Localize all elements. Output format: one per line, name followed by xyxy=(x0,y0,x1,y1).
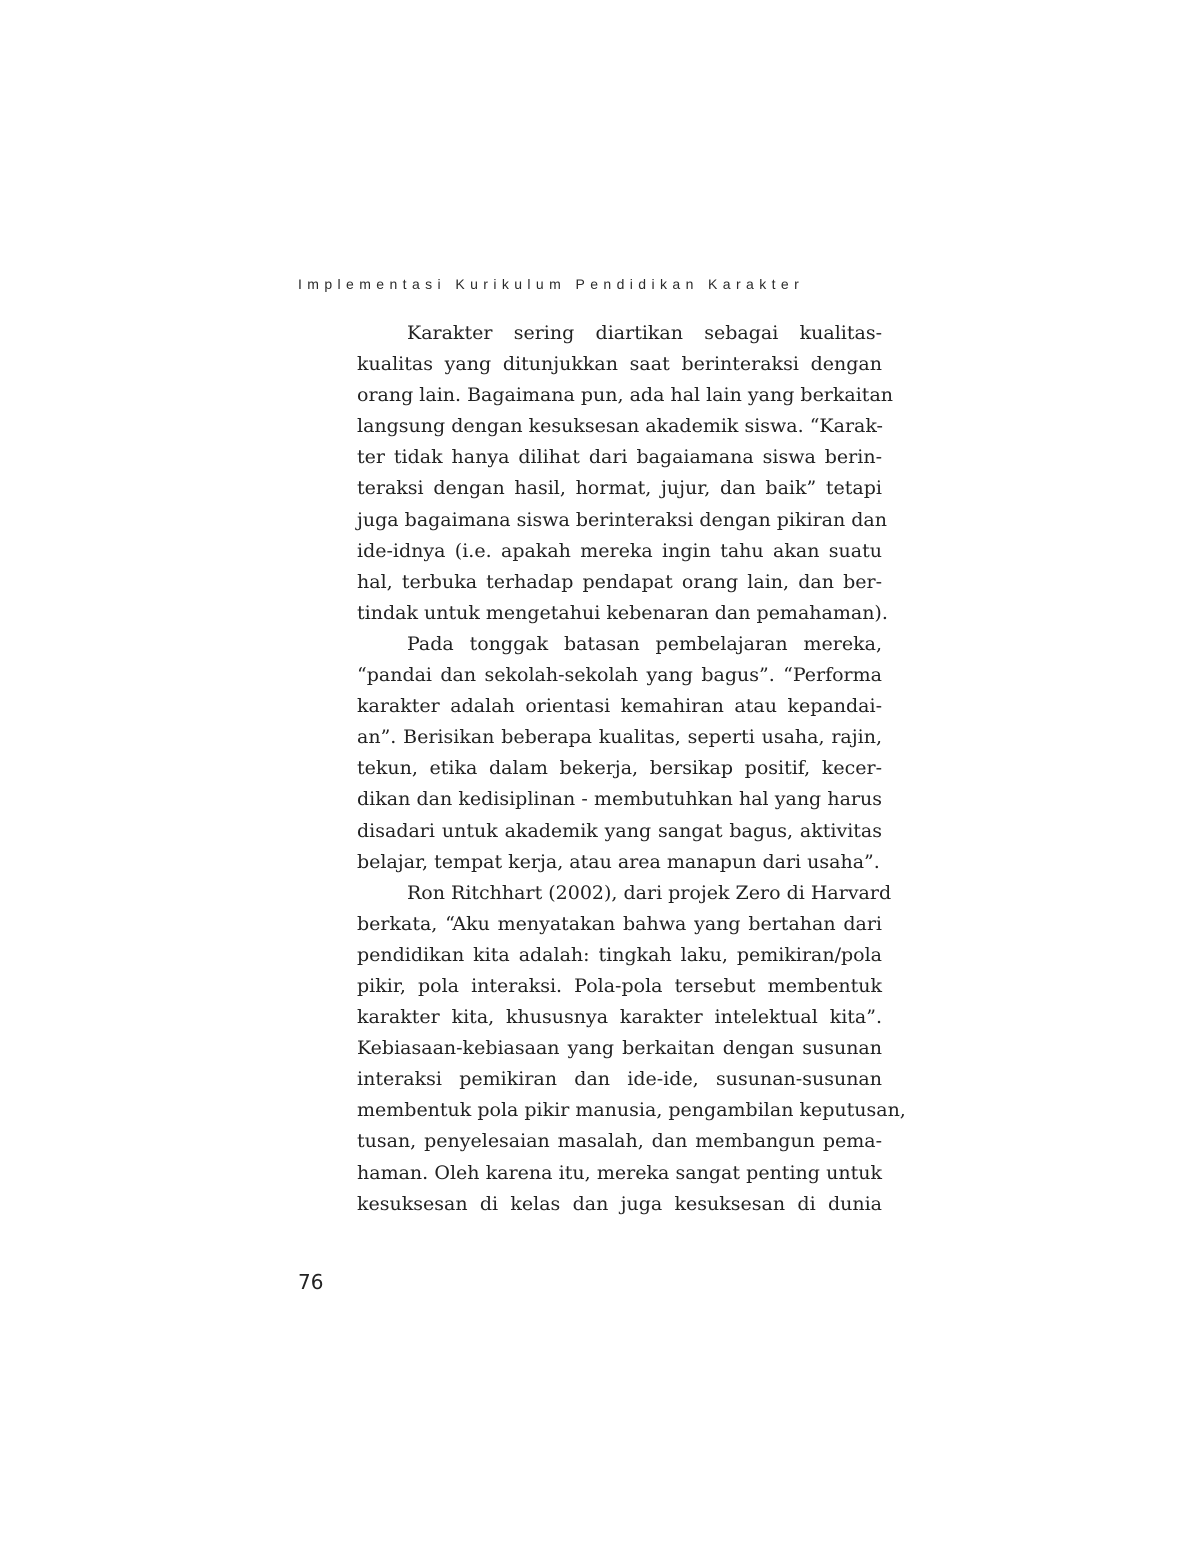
paragraph-line: orang lain. Bagaimana pun, ada hal lain yang berkaitan xyxy=(357,384,894,407)
paragraph-line: kualitas yang ditunjukkan saat berinteraksi dengan xyxy=(357,353,882,376)
paragraph-line: interaksi pemikiran dan ide-ide, susunan-susunan xyxy=(357,1068,882,1091)
paragraph-line: dikan dan kedisiplinan - membutuhkan hal yang harus xyxy=(357,788,882,811)
paragraph-line: teraksi dengan hasil, hormat, jujur, dan baik” tetapi xyxy=(357,477,882,500)
paragraph-line: an”. Berisikan beberapa kualitas, seperti usaha, rajin, xyxy=(357,726,882,749)
paragraph-line: tekun, etika dalam bekerja, bersikap positif, kecer- xyxy=(357,757,882,780)
paragraph-line: ide-idnya (i.e. apakah mereka ingin tahu akan suatu xyxy=(357,539,882,562)
paragraph-line: kesuksesan di kelas dan juga kesuksesan di dunia xyxy=(357,1192,882,1215)
paragraph-line: Kebiasaan-kebiasaan yang berkaitan dengan susunan xyxy=(357,1037,882,1060)
paragraph-line: belajar, tempat kerja, atau area manapun dari usaha”. xyxy=(357,850,880,873)
paragraph-line: karakter kita, khususnya karakter intelektual kita”. xyxy=(357,1006,882,1029)
paragraph-line: disadari untuk akademik yang sangat bagus, aktivitas xyxy=(357,819,882,842)
paragraph-line: membentuk pola pikir manusia, pengambilan keputusan, xyxy=(357,1099,906,1122)
paragraph-line: karakter adalah orientasi kemahiran atau kepandai- xyxy=(357,695,882,718)
paragraph-line: Pada tonggak batasan pembelajaran mereka, xyxy=(407,632,882,655)
paragraph-line: langsung dengan kesuksesan akademik siswa. “Karak- xyxy=(357,415,883,438)
paragraph-line: pikir, pola interaksi. Pola-pola tersebut membentuk xyxy=(357,974,882,997)
running-header: Implementasi Kurikulum Pendidikan Karakter xyxy=(298,276,805,292)
paragraph-line: hal, terbuka terhadap pendapat orang lain, dan ber- xyxy=(357,570,882,593)
paragraph-line: pendidikan kita adalah: tingkah laku, pemikiran/pola xyxy=(357,943,882,966)
paragraph-line: ter tidak hanya dilihat dari bagaiamana siswa berin- xyxy=(357,446,882,469)
paragraph-line: tindak untuk mengetahui kebenaran dan pemahaman). xyxy=(357,601,888,624)
paragraph-line: Karakter sering diartikan sebagai kualitas- xyxy=(407,322,882,344)
paragraph-line: Ron Ritchhart (2002), dari projek Zero di Harvard xyxy=(407,881,892,904)
paragraph-line: haman. Oleh karena itu, mereka sangat penting untuk xyxy=(357,1161,882,1184)
page-number: 76 xyxy=(298,1270,324,1294)
paragraph-line: juga bagaimana siswa berinteraksi dengan pikiran dan xyxy=(357,508,887,531)
paragraph-line: tusan, penyelesaian masalah, dan membangun pema- xyxy=(357,1130,882,1153)
body-text xyxy=(357,318,906,1220)
paragraph-line: “pandai dan sekolah-sekolah yang bagus”. “Performa xyxy=(357,664,882,687)
paragraph-line: berkata, “Aku menyatakan bahwa yang bertahan dari xyxy=(357,912,882,935)
